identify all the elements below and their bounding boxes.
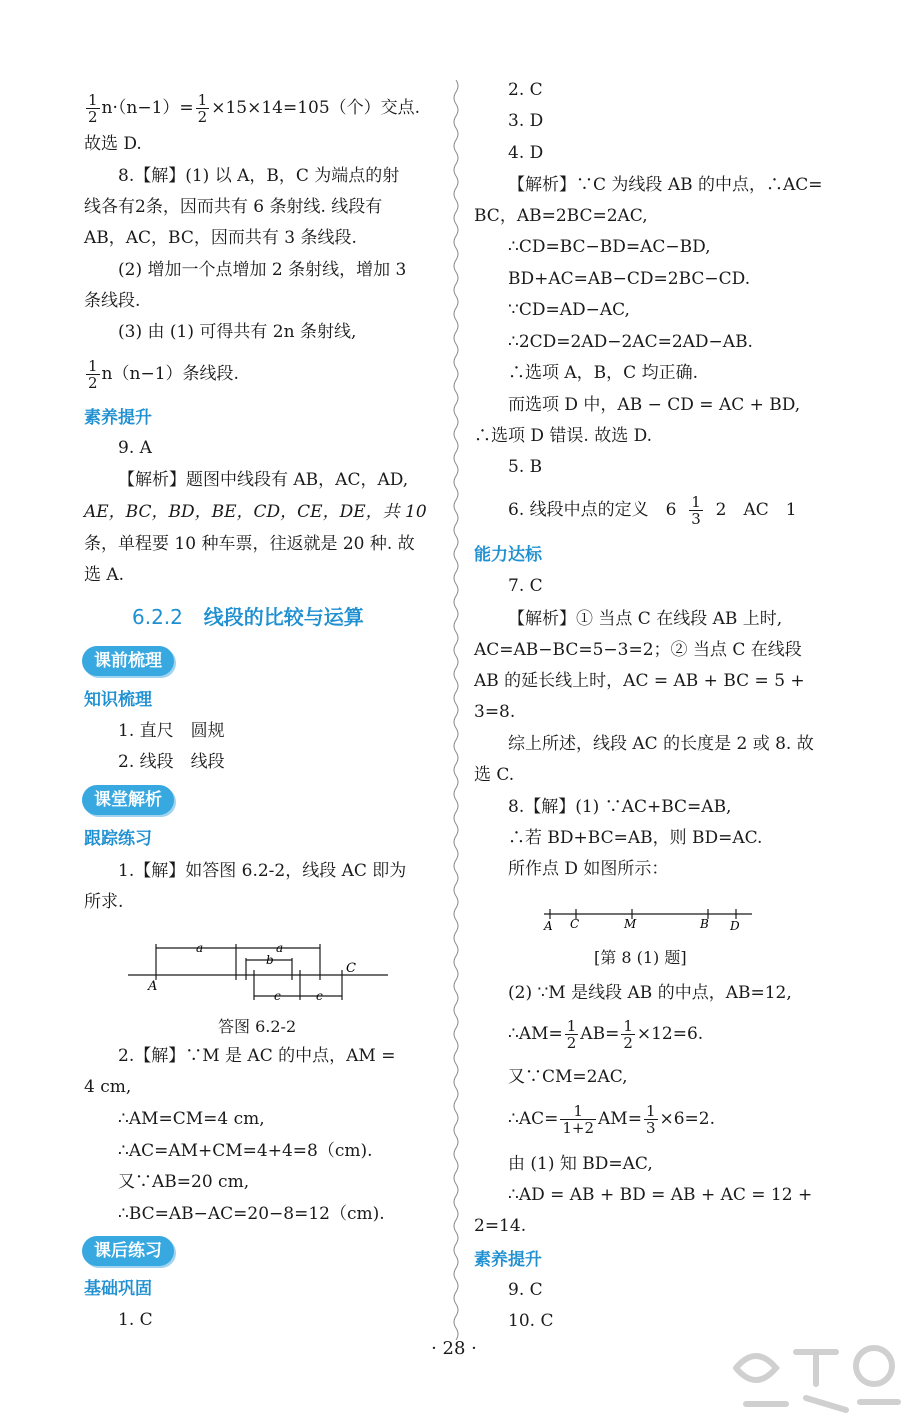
text-line: 【解析】∵C 为线段 AB 的中点，∴AC= xyxy=(508,175,823,195)
text-line: ∴AM=CM=4 cm, xyxy=(118,1109,265,1129)
text-line: 2.【解】∵M 是 AC 的中点，AM = xyxy=(118,1046,396,1066)
figure-label-b: b xyxy=(266,953,274,967)
text-line: 选 C. xyxy=(474,765,515,785)
text-line: 1.【解】如答图 6.2-2，线段 AC 即为 xyxy=(118,861,407,881)
text-line: ∴选项 A，B，C 均正确. xyxy=(508,363,698,383)
formula-line: ∴AC= $\frac{1}{1+2}$ AM= $\frac{1}{3}$ ×6=2. xyxy=(508,1102,716,1137)
subsection-label: 基础巩固 xyxy=(84,1279,152,1299)
text-line: ∴2CD=2AD−2AC=2AD−AB. xyxy=(508,332,753,352)
text-line: 1. C xyxy=(118,1310,153,1330)
text-line: 所求. xyxy=(84,892,124,912)
text-line: 综上所述，线段 AC 的长度是 2 或 8. 故 xyxy=(508,734,814,754)
subsection-label: 跟踪练习 xyxy=(84,829,152,849)
section-title: 6.2.2 线段的比较与运算 xyxy=(132,605,364,629)
figure-label-M: M xyxy=(624,917,637,931)
text-line: 条线段. xyxy=(84,291,141,311)
formula-line: 6. 线段中点的定义 6 $\frac{1}{3}$ 2 AC 1 xyxy=(508,493,797,528)
fraction: $\frac{1}{1+2}$ xyxy=(562,1102,595,1137)
fraction: $\frac{1}{2}$ xyxy=(566,1017,577,1052)
text-line: 8.【解】(1) ∵AC+BC=AB, xyxy=(508,797,732,817)
text-line: 5. B xyxy=(508,457,543,477)
section-label: 素养提升 xyxy=(84,408,152,428)
figure-caption: 答图 6.2-2 xyxy=(218,1017,297,1036)
text-line: ∴BC=AB−AC=20−8=12（cm). xyxy=(118,1204,385,1224)
pill-label: 课前梳理 xyxy=(82,646,174,676)
text-line: 又∵CM=2AC, xyxy=(508,1067,628,1087)
figure-8-1 xyxy=(540,904,760,936)
text-line: 3=8. xyxy=(474,702,516,722)
column-divider xyxy=(452,80,460,1340)
subsection-label: 知识梳理 xyxy=(84,690,152,710)
text-line: AB 的延长线上时，AC = AB + BC = 5 + xyxy=(474,671,805,691)
formula-line: ∴AM= $\frac{1}{2}$ AB= $\frac{1}{2}$ ×12=6. xyxy=(508,1017,704,1052)
text-line: (2) 增加一个点增加 2 条射线，增加 3 xyxy=(118,260,407,280)
text-line: 1. 直尺 圆规 xyxy=(118,721,225,741)
text-line: 4 cm, xyxy=(84,1077,132,1097)
text-line: 线各有2条，因而共有 6 条射线. 线段有 xyxy=(84,197,383,217)
figure-label-D: D xyxy=(730,919,740,933)
text-line: 【解析】题图中线段有 AB，AC，AD, xyxy=(118,470,409,490)
figure-label-a: a xyxy=(196,941,204,955)
text-line: 9. A xyxy=(118,438,152,458)
text-line: (2) ∵M 是线段 AB 的中点，AB=12, xyxy=(508,983,792,1003)
watermark-graphic xyxy=(726,1338,904,1418)
figure-caption: [第 8 (1) 题] xyxy=(594,948,687,967)
text-line: ∴CD=BC−BD=AC−BD, xyxy=(508,237,711,257)
text-line: 所作点 D 如图所示： xyxy=(508,859,669,879)
fraction: $\frac{1}{2}$ xyxy=(623,1017,633,1052)
text-line: 条，单程要 10 种车票，往返就是 20 种. 故 xyxy=(84,534,415,554)
pill-label: 课后练习 xyxy=(82,1236,174,1266)
figure-6-2-2 xyxy=(120,934,400,1006)
text-line: ∴若 BD+BC=AB，则 BD=AC. xyxy=(508,828,763,848)
fraction: $\frac{1}{2}$ xyxy=(88,357,98,392)
text-line: 故选 D. xyxy=(84,134,142,154)
text-line: 【解析】① 当点 C 在线段 AB 上时, xyxy=(508,609,783,629)
text-line: 7. C xyxy=(508,576,543,596)
text-line: 4. D xyxy=(508,143,544,163)
figure-label-A: A xyxy=(148,979,158,994)
text-line: ∴AC=AM+CM=4+4=8（cm). xyxy=(118,1141,373,1161)
page-number: · 28 · xyxy=(431,1338,477,1359)
text-line: 3. D xyxy=(508,111,544,131)
text-line: 而选项 D 中，AB − CD = AC + BD, xyxy=(508,395,801,415)
text-line: BD+AC=AB−CD=2BC−CD. xyxy=(508,269,751,289)
text-line: AE，BC，BD，BE，CD，CE，DE，共 10 xyxy=(84,502,427,522)
formula-line: $\frac{1}{2}$ n（n−1）条线段. xyxy=(88,357,239,392)
text-line: ∴AD = AB + BD = AB + AC = 12 + xyxy=(508,1185,813,1205)
text-line: AB，AC，BC，因而共有 3 条线段. xyxy=(84,228,357,248)
fraction: $\frac{1}{3}$ xyxy=(691,493,701,528)
pill-label: 课堂解析 xyxy=(82,785,174,815)
figure-label-A: A xyxy=(544,919,553,933)
text-line: 8.【解】(1) 以 A，B，C 为端点的射 xyxy=(118,166,400,186)
text-line: (3) 由 (1) 可得共有 2n 条射线, xyxy=(118,322,357,342)
text-line: 10. C xyxy=(508,1311,554,1331)
text-line: ∵CD=AD−AC, xyxy=(508,300,630,320)
figure-label-a: a xyxy=(276,941,284,955)
figure-label-C: C xyxy=(570,917,580,931)
section-label: 能力达标 xyxy=(474,545,542,565)
text-line: 9. C xyxy=(508,1280,543,1300)
text-line: 又∵AB=20 cm, xyxy=(118,1172,250,1192)
figure-label-c: c xyxy=(316,989,323,1003)
figure-label-C: C xyxy=(346,961,356,976)
text-line: 由 (1) 知 BD=AC, xyxy=(508,1154,653,1174)
fraction: $\frac{1}{2}$ xyxy=(88,91,98,126)
figure-label-c: c xyxy=(274,989,281,1003)
text-line: BC，AB=2BC=2AC, xyxy=(474,206,648,226)
text-line: 2. C xyxy=(508,80,543,100)
text-line: ∴选项 D 错误. 故选 D. xyxy=(474,426,653,446)
fraction: $\frac{1}{2}$ xyxy=(197,91,208,126)
figure-label-B: B xyxy=(700,917,709,931)
text-line: 2=14. xyxy=(474,1216,527,1236)
section-label: 素养提升 xyxy=(474,1250,542,1270)
fraction: $\frac{1}{3}$ xyxy=(645,1102,656,1137)
text-line: 选 A. xyxy=(84,565,125,585)
text-line: AC=AB−BC=5−3=2；② 当点 C 在线段 xyxy=(474,640,802,660)
formula-line: $\frac{1}{2}$ n·（n−1）= $\frac{1}{2}$ ×15×14=105（个）交点. xyxy=(88,91,421,126)
text-line: 2. 线段 线段 xyxy=(118,752,225,772)
